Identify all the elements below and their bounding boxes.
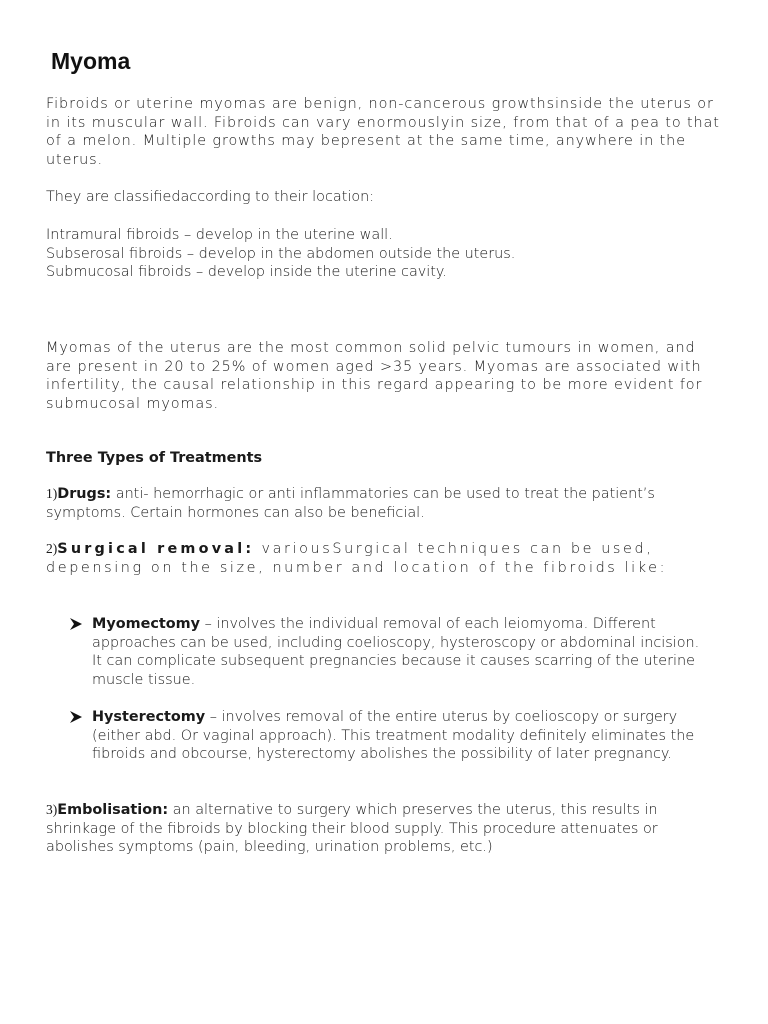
fibroid-type-subserosal: Subserosal fibroids – develop in the abdomen outside the uterus. [46,245,516,262]
treatments-heading: Three Types of Treatments [46,450,263,466]
treatment-number: 3) [46,802,58,817]
treatment-surgical [46,540,726,577]
prevalence-paragraph: Myomas of the uterus are the most common solid pelvic tumours in women, and are present in 20 to 25% of women aged >35 years. Myomas are associated with infertility, the causal relationship in this regard appearing to be more evident for submucosal myomas. [46,340,703,412]
arrowhead-bullet-icon [69,709,83,725]
surgery-text: – involves the individual removal of each leiomyoma. Different approaches can be used, including coelioscopy, hysteroscopy or abdominal incision. It can complicate subsequent pregnancies because it causes scarring of the uterine muscle tissue. [92,616,700,688]
fibroid-type-intramural: Intramural fibroids – develop in the uterine wall. [46,227,393,243]
treatment-label: Surgical removal: [57,541,255,557]
arrowhead-bullet-icon [69,616,83,632]
surgery-label: Hysterectomy [92,709,206,725]
page-title: Myoma [51,48,131,74]
treatment-embolisation [46,801,726,857]
classification-intro: They are classifiedaccording to their location: [46,189,375,205]
treatment-label: Embolisation: [57,802,169,818]
fibroid-type-submucosal: Submucosal fibroids – develop inside the uterine cavity. [46,264,447,281]
fibroid-types-list [46,226,726,282]
surgery-description [92,615,702,689]
treatment-label: Drugs: [57,486,112,502]
treatment-number: 2) [46,541,58,556]
surgery-description [92,708,702,764]
intro-paragraph: Fibroids or uterine myomas are benign, non-cancerous growthsinside the uterus or in its muscular wall. Fibroids can vary enormouslyin size, from that of a pea to that of a melon. Multiple growths may bepresent at the same time, anywhere in the uterus. [46,96,720,168]
surgery-text: – involves removal of the entire uterus by coelioscopy or surgery (either abd. Or vaginal approach). This treatment modality definitely eliminates the fibroids and obcourse, hysterectomy abolishes the possibility of later pregnancy. [92,709,695,763]
treatment-drugs [46,485,726,522]
treatment-text: anti- hemorrhagic or anti inflammatories can be used to treat the patient’s symptoms. Certain hormones can also be beneficial. [46,486,655,521]
surgery-label: Myomectomy [92,616,201,632]
treatment-text: an alternative to surgery which preserves the uterus, this results in shrinkage of the fibroids by blocking their blood supply. This procedure attenuates or abolishes symptoms (pain, bleeding, urination problems, etc.) [46,802,658,856]
treatment-number: 1) [46,486,58,501]
treatment-text: variousSurgical techniques can be used, depensing on the size, number and location of the fibroids like: [46,541,668,576]
